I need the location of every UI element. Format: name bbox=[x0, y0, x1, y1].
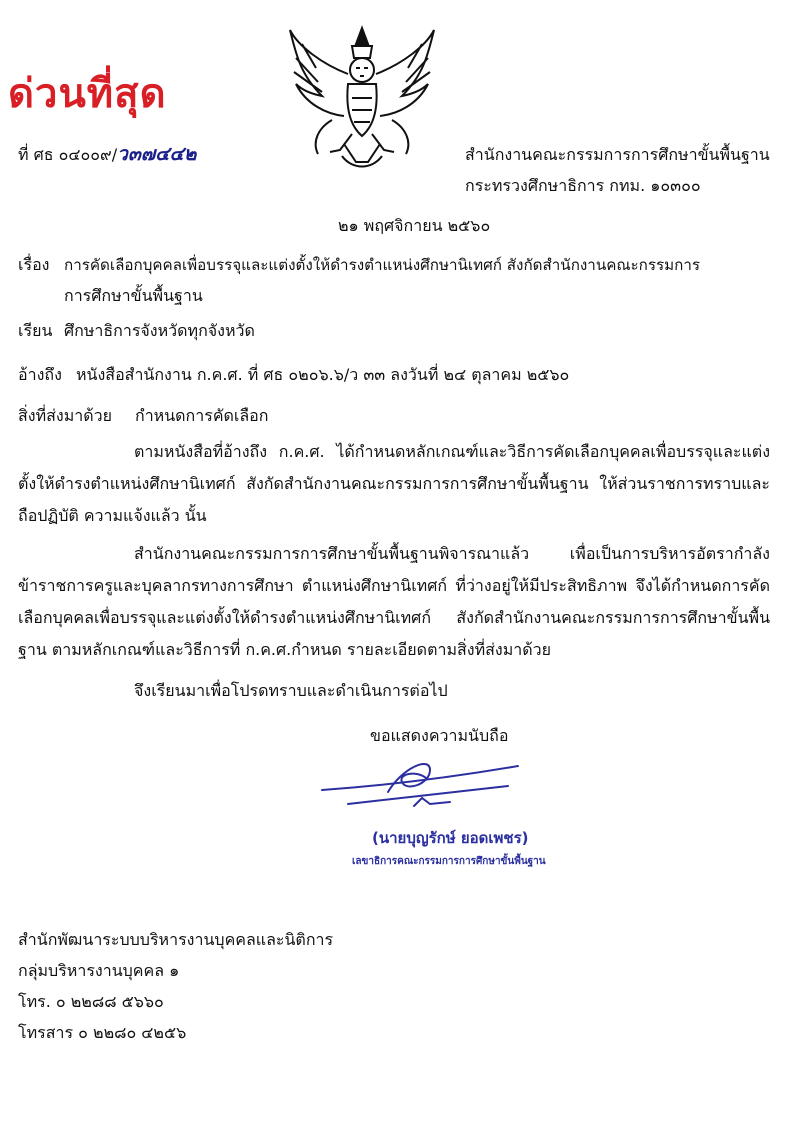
body-paragraph-3: จึงเรียนมาเพื่อโปรดทราบและดำเนินการต่อไป bbox=[134, 681, 448, 700]
footer-fax: โทรสาร ๐ ๒๒๘๐ ๔๒๕๖ bbox=[18, 1023, 187, 1042]
subject-label: เรื่อง bbox=[18, 255, 50, 274]
agency-name: สำนักงานคณะกรรมการการศึกษาขั้นพื้นฐาน bbox=[465, 145, 770, 164]
footer-group: กลุ่มบริหารงานบุคคล ๑ bbox=[18, 961, 180, 980]
reference-to-label: อ้างถึง bbox=[18, 365, 62, 384]
closing: ขอแสดงความนับถือ bbox=[370, 726, 509, 745]
salutation-label: เรียน bbox=[18, 321, 53, 340]
reference-number bbox=[18, 144, 196, 165]
letter-date: ๒๑ พฤศจิกายน ๒๕๖๐ bbox=[338, 216, 491, 235]
signature-image bbox=[318, 748, 523, 818]
reference-to-value: หนังสือสำนักงาน ก.ค.ศ. ที่ ศธ ๐๒๐๖.๖/ว ๓๓ ลงวันที่ ๒๔ ตุลาคม ๒๕๖๐ bbox=[76, 365, 570, 384]
footer-tel: โทร. ๐ ๒๒๘๘ ๕๖๖๐ bbox=[18, 992, 164, 1011]
enclosure-label: สิ่งที่ส่งมาด้วย bbox=[18, 406, 112, 425]
subject-line-2: การศึกษาขั้นพื้นฐาน bbox=[64, 286, 203, 305]
enclosure-value: กำหนดการคัดเลือก bbox=[135, 406, 269, 425]
footer-office: สำนักพัฒนาระบบบริหารงานบุคคลและนิติการ bbox=[18, 930, 334, 949]
signer-position: เลขาธิการคณะกรรมการการศึกษาขั้นพื้นฐาน bbox=[352, 856, 546, 867]
recipient: ศึกษาธิการจังหวัดทุกจังหวัด bbox=[64, 321, 255, 340]
garuda-emblem-icon bbox=[282, 24, 442, 174]
subject-line-1: การคัดเลือกบุคคลเพื่อบรรจุและแต่งตั้งให้ดำรงตำแหน่งศึกษานิเทศก์ สังกัดสำนักงานคณะกรรมการ bbox=[64, 256, 701, 274]
reference-label: ที่ ศธ ๐๔๐๐๙/ bbox=[18, 145, 118, 164]
agency-address: กระทรวงศึกษาธิการ กทม. ๑๐๓๐๐ bbox=[465, 176, 701, 195]
urgent-stamp: ด่วนที่สุด bbox=[8, 71, 167, 117]
handwritten-number: ว๓๗๔๔๒ bbox=[117, 143, 197, 165]
body-paragraph-1: ตามหนังสือที่อ้างถึง ก.ค.ศ. ได้กำหนดหลักเกณฑ์และวิธีการคัดเลือกบุคคลเพื่อบรรจุและแต่งตั้งให้ดำรงตำแหน่งศึกษานิเทศก์ สังกัดสำนักงานคณะกรรมการการศึกษาขั้นพื้นฐาน ให้ส่วนราชการทราบและถือปฏิบัติ ความแจ้งแล้ว นั้น bbox=[18, 442, 770, 525]
body-paragraph-2: สำนักงานคณะกรรมการการศึกษาขั้นพื้นฐานพิจารณาแล้ว เพื่อเป็นการบริหารอัตรากำลังข้าราชการครูและบุคลากรทางการศึกษา ตำแหน่งศึกษานิเทศก์ ที่ว่างอยู่ให้มีประสิทธิภาพ จึงได้กำหนดการคัดเลือกบุคคลเพื่อบรรจุและแต่งตั้งให้ดำรงตำแหน่งศึกษานิเทศก์ สังกัดสำนักงานคณะกรรมการการศึกษาขั้นพื้นฐาน ตามหลักเกณฑ์และวิธีการที่ ก.ค.ศ.กำหนด รายละเอียดตามสิ่งที่ส่งมาด้วย bbox=[18, 544, 770, 659]
signer-name: (นายบุญรักษ์ ยอดเพชร) bbox=[372, 829, 529, 847]
